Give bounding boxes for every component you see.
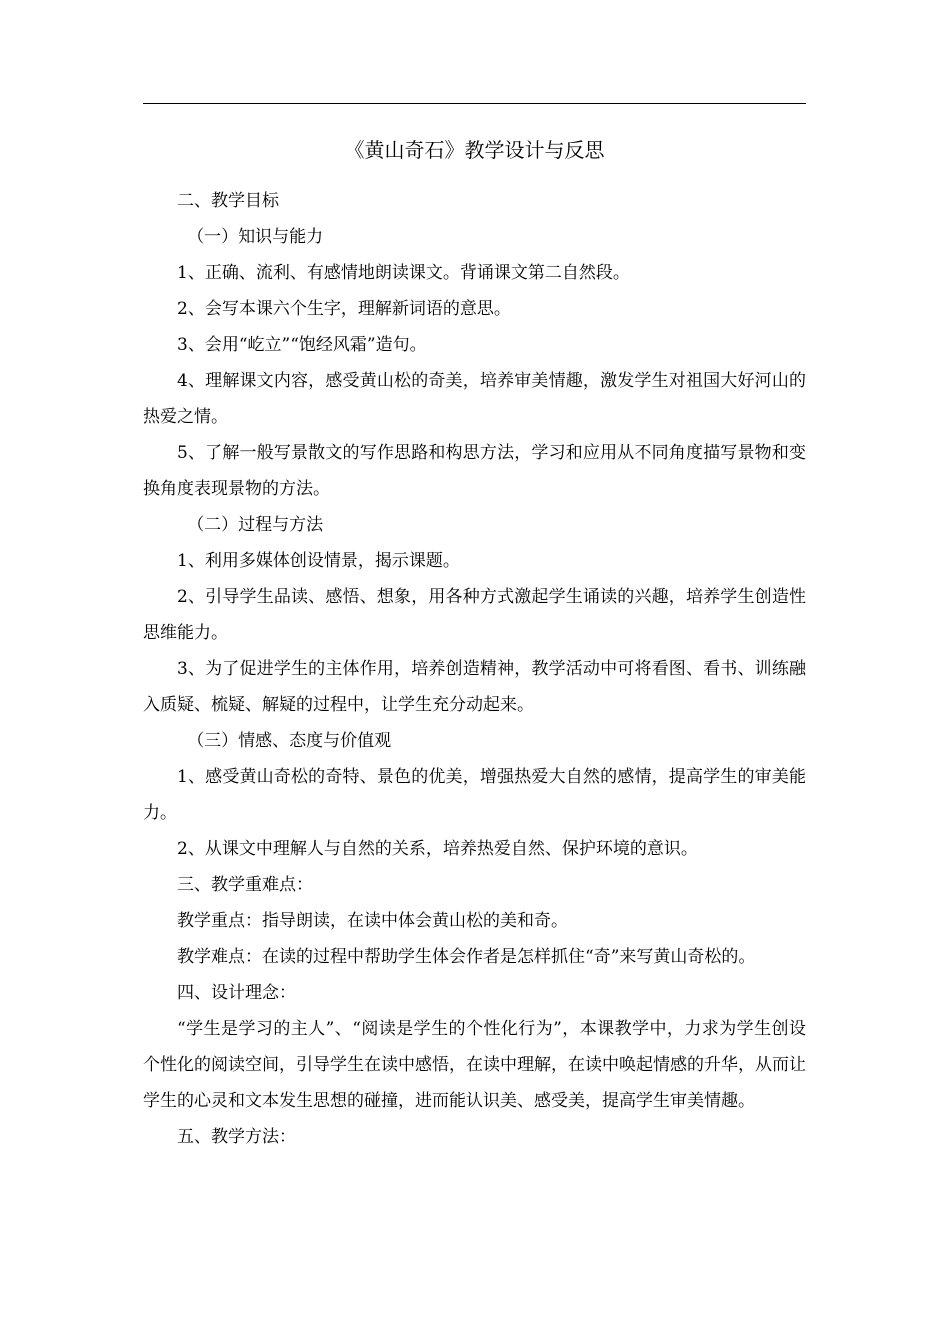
paragraph: 2、引导学生品读、感悟、想象，用各种方式激起学生诵读的兴趣，培养学生创造性思维能力。 — [143, 587, 806, 643]
subsection-heading: （二）过程与方法 — [187, 515, 324, 535]
section-heading-goals: 二、教学目标 — [177, 191, 279, 211]
subsection-heading: （一）知识与能力 — [187, 227, 324, 247]
section-heading-key-points: 三、教学重难点： — [177, 875, 313, 895]
paragraph: 2、会写本课六个生字，理解新词语的意思。 — [177, 299, 511, 319]
paragraph: 4、理解课文内容，感受黄山松的奇美，培养审美情趣，激发学生对祖国大好河山的热爱之情。 — [143, 371, 806, 427]
subsection-heading: （三）情感、态度与价值观 — [187, 731, 392, 751]
document-title: 《黄山奇石》教学设计与反思 — [344, 138, 605, 162]
section-heading-concept: 四、设计理念： — [177, 983, 296, 1003]
paragraph: 1、正确、流利、有感情地朗读课文。背诵课文第二自然段。 — [177, 263, 630, 283]
paragraph: 1、利用多媒体创设情景，揭示课题。 — [177, 551, 460, 571]
paragraph: “学生是学习的主人”、“阅读是学生的个性化行为”，本课教学中，力求为学生创设个性化的阅读空间，引导学生在读中感悟，在读中理解，在读中唤起情感的升华，从而让学生的心灵和文本发生思想的碰撞，进而能认识美、感受美，提高学生审美情趣。 — [143, 1019, 806, 1111]
paragraph: 教学难点：在读的过程中帮助学生体会作者是怎样抓住“奇”来写黄山奇松的。 — [177, 947, 756, 967]
document-body — [143, 183, 806, 1155]
paragraph: 5、了解一般写景散文的写作思路和构思方法，学习和应用从不同角度描写景物和变换角度表现景物的方法。 — [143, 443, 806, 499]
header-rule — [143, 103, 806, 104]
paragraph: 2、从课文中理解人与自然的关系，培养热爱自然、保护环境的意识。 — [177, 839, 698, 859]
section-heading-methods: 五、教学方法： — [177, 1127, 296, 1147]
paragraph: 1、感受黄山奇松的奇特、景色的优美，增强热爱大自然的感情，提高学生的审美能力。 — [143, 767, 806, 823]
paragraph: 3、为了促进学生的主体作用，培养创造精神，教学活动中可将看图、看书、训练融入质疑、梳疑、解疑的过程中，让学生充分动起来。 — [143, 659, 806, 715]
paragraph: 3、会用“屹立”“饱经风霜”造句。 — [177, 335, 427, 355]
paragraph: 教学重点：指导朗读，在读中体会黄山松的美和奇。 — [177, 911, 568, 931]
